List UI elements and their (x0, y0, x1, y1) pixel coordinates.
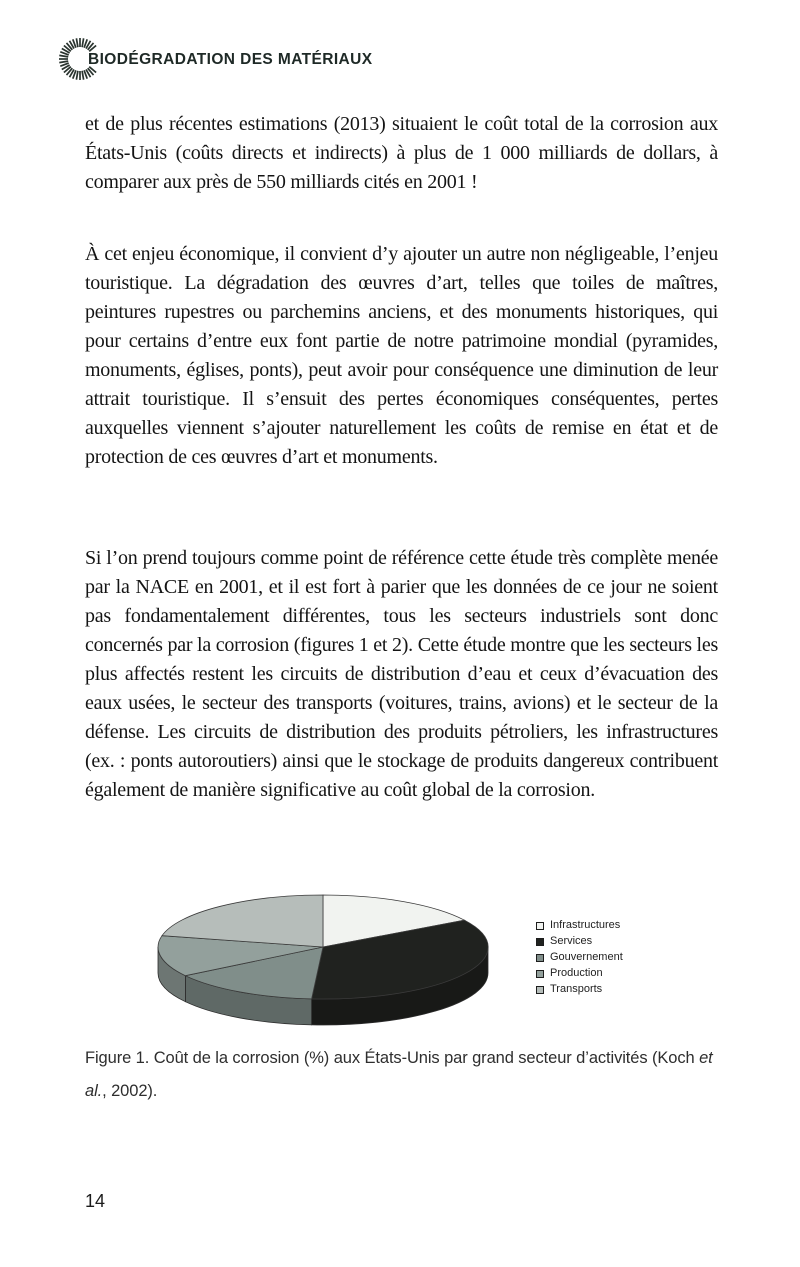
legend-label: Services (550, 935, 593, 947)
page-number: 14 (85, 1191, 106, 1211)
legend-swatch (536, 922, 544, 930)
legend-label: Gouvernement (550, 951, 623, 963)
caption-text: Figure 1. Coût de la corrosion (%) aux États-Unis par grand secteur d’activités (Koch (85, 1049, 700, 1067)
caption-text-end: , 2002). (102, 1082, 158, 1100)
legend-item (536, 936, 623, 947)
paragraph-3: Si l’on prend toujours comme point de référence cette étude très complète menée par la NACE en 2001, et il est fort à parier que les données de ce jour ne soient pas fondamentalement différentes, tous les secteurs industriels sont donc concernés par la corrosion (figures 1 et 2). Cette étude montre que les secteurs les plus affectés restent les circuits de distribution d’eau et ceux d’évacuation des eaux usées, le secteur des transports (voitures, trains, avions) et le secteur de la défense. Les circuits de distribution des produits pétroliers, les infrastructures (ex. : ponts autoroutiers) ainsi que le stockage de produits dangereux contribuent également de manière significative au coût global de la corrosion. (85, 547, 718, 801)
legend-item (536, 968, 623, 979)
legend-swatch (536, 954, 544, 962)
legend-item (536, 952, 623, 963)
legend-label: Transports (550, 983, 603, 995)
figure-caption (85, 1042, 713, 1108)
legend-label: Infrastructures (550, 919, 621, 931)
caption-italic: et al. (85, 1049, 713, 1100)
paragraph-1: et de plus récentes estimations (2013) situaient le coût total de la corrosion aux États-Unis (coûts directs et indirects) à plus de 1 000 milliards de dollars, à comparer aux près de 550 milliards cités en 2001 ! (85, 113, 718, 193)
legend-item (536, 984, 623, 995)
legend-label: Production (550, 967, 603, 979)
paragraph-2: À cet enjeu économique, il convient d’y ajouter un autre non négligeable, l’enjeu touristique. La dégradation des œuvres d’art, telles que toiles de maîtres, peintures rupestres ou parchemins anciens, et des monuments historiques, qui pour certains d’entre eux font partie de notre patrimoine mondial (pyramides, monuments, églises, ponts), peut avoir pour conséquence une diminution de leur attrait touristique. Il s’ensuit des pertes économiques conséquentes, pertes auxquelles viennent s’ajouter naturellement les coûts de remise en état et de protection de ces œuvres d’art et monuments. (85, 243, 718, 468)
pie-chart (0, 880, 800, 1055)
chart-legend (536, 920, 623, 995)
running-head-title: BIODÉGRADATION DES MATÉRIAUX (88, 51, 373, 68)
legend-swatch (536, 986, 544, 994)
legend-item (536, 920, 623, 931)
legend-swatch (536, 938, 544, 946)
legend-swatch (536, 970, 544, 978)
figure-1 (0, 880, 800, 1055)
